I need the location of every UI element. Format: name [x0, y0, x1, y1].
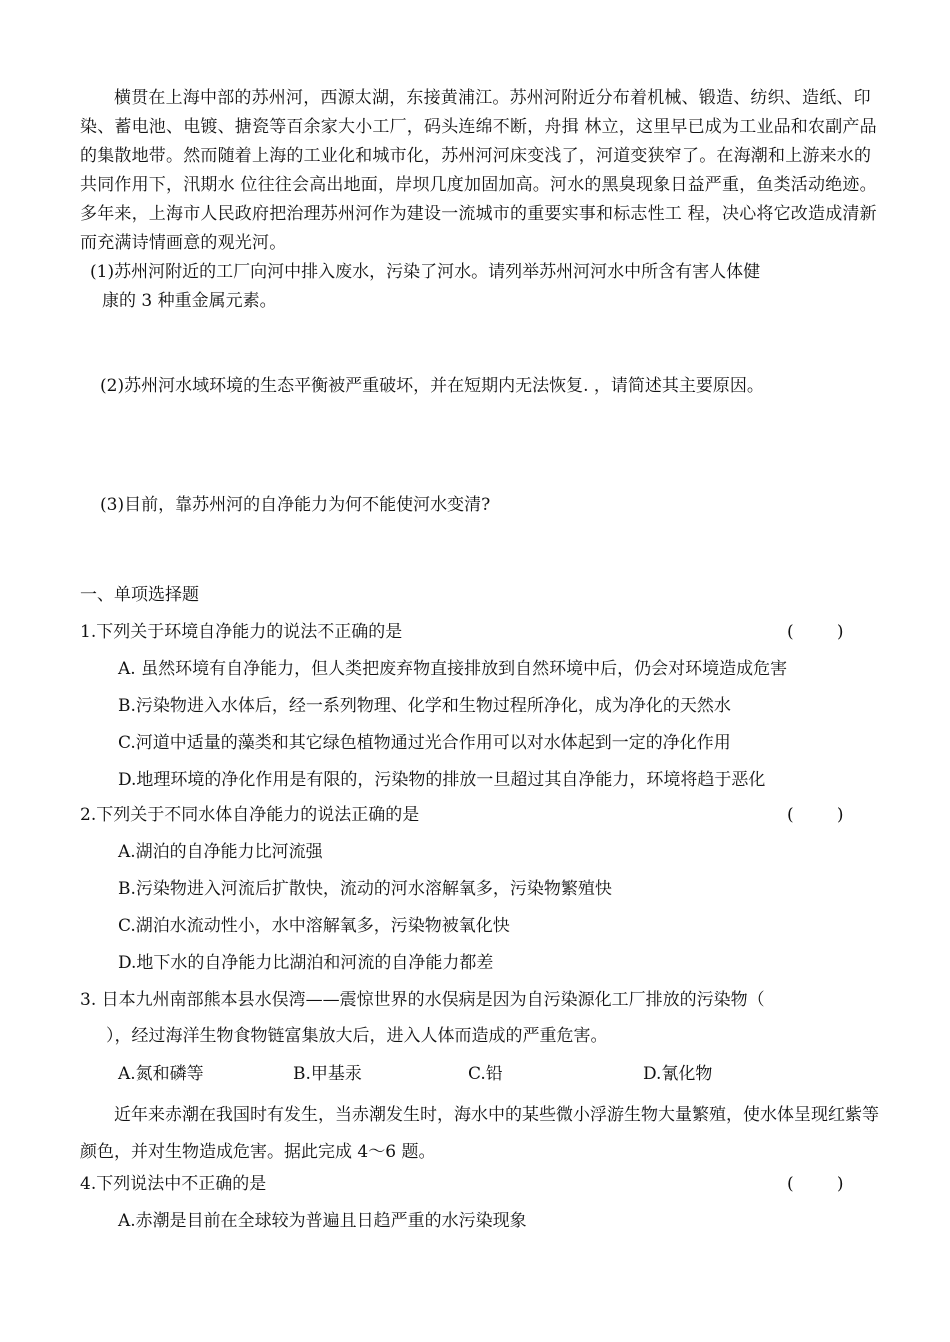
question-3-option-d: D.氰化物 [643, 1064, 713, 1084]
question-3-stem-line2: ），经过海洋生物食物链富集放大后，进入人体而造成的严重危害。 [106, 1026, 608, 1046]
question-3-option-a: A.氮和磷等 [118, 1064, 204, 1084]
open-question-1 [90, 258, 880, 316]
question-1-option-c: C.河道中适量的藻类和其它绿色植物通过光合作用可以对水体起到一定的净化作用 [118, 733, 731, 753]
open-question-1-line1: (1)苏州河附近的工厂向河中排入废水，污染了河水。请列举苏州河河水中所含有害人体健 [90, 262, 761, 282]
open-question-3: (3)目前，靠苏州河的自净能力为何不能使河水变清? [100, 495, 491, 515]
answer-paren-2[interactable]: ( ) [787, 805, 844, 825]
question-1-option-d: D.地理环境的净化作用是有限的，污染物的排放一旦超过其自净能力，环境将趋于恶化 [118, 770, 766, 790]
question-1-option-a: A. 虽然环境有自净能力，但人类把废弃物直接排放到自然环境中后，仍会对环境造成危害 [118, 659, 788, 679]
question-3-stem-line1: 3. 日本九州南部熊本县水俣湾——震惊世界的水俣病是因为自污染源化工厂排放的污染物（ [80, 990, 765, 1010]
open-question-2: (2)苏州河水域环境的生态平衡被严重破坏，并在短期内无法恢复. ，请简述其主要原因。 [100, 376, 764, 396]
question-2-option-a: A.湖泊的自净能力比河流强 [118, 842, 323, 862]
answer-paren-1[interactable]: ( ) [787, 622, 844, 642]
question-3-option-c: C.铅 [468, 1064, 503, 1084]
question-4-option-a: A.赤潮是目前在全球较为普遍且日趋严重的水污染现象 [118, 1211, 527, 1231]
question-2-option-c: C.湖泊水流动性小，水中溶解氧多，污染物被氧化快 [118, 916, 510, 936]
question-1-option-b: B.污染物进入水体后，经一系列物理、化学和生物过程所净化，成为净化的天然水 [118, 696, 731, 716]
question-2-option-b: B.污染物进入河流后扩散快，流动的河水溶解氧多，污染物繁殖快 [118, 879, 612, 899]
question-2-option-d: D.地下水的自净能力比湖泊和河流的自净能力都差 [118, 953, 494, 973]
red-tide-passage: 近年来赤潮在我国时有发生，当赤潮发生时，海水中的某些微小浮游生物大量繁殖，使水体呈现红紫等颜色，并对生物造成危害。据此完成 4～6 题。 [80, 1105, 879, 1162]
open-question-1-line2: 康的 3 种重金属元素。 [102, 291, 277, 311]
question-1-stem: 1.下列关于环境自净能力的说法不正确的是 [80, 622, 403, 642]
question-3-option-b: B.甲基汞 [293, 1064, 362, 1084]
question-2-stem: 2.下列关于不同水体自净能力的说法正确的是 [80, 805, 420, 825]
section-title: 一、单项选择题 [80, 585, 199, 605]
question-4-stem: 4.下列说法中不正确的是 [80, 1174, 267, 1194]
reading-passage: 横贯在上海中部的苏州河，西源太湖，东接黄浦江。苏州河附近分布着机械、锻造、纺织、造纸、印染、蓄电池、电镀、搪瓷等百余家大小工厂，码头连绵不断，舟揖 林立，这里早已成为工业品和农副产品的集散地带。然而随着上海的工业化和城市化，苏州河河床变浅了，河道变狭窄了。在海潮和上游来水的共同作用下，汛期水 位往往会高出地面，岸坝几度加固加高。河水的黑臭现象日益严重，鱼类活动绝迹。多年来，上海市人民政府把治理苏州河作为建设一流城市的重要实事和标志性工 程，决心将它改造成清新而充满诗情画意的观光河。 [80, 88, 877, 253]
answer-paren-4[interactable]: ( ) [787, 1174, 844, 1194]
